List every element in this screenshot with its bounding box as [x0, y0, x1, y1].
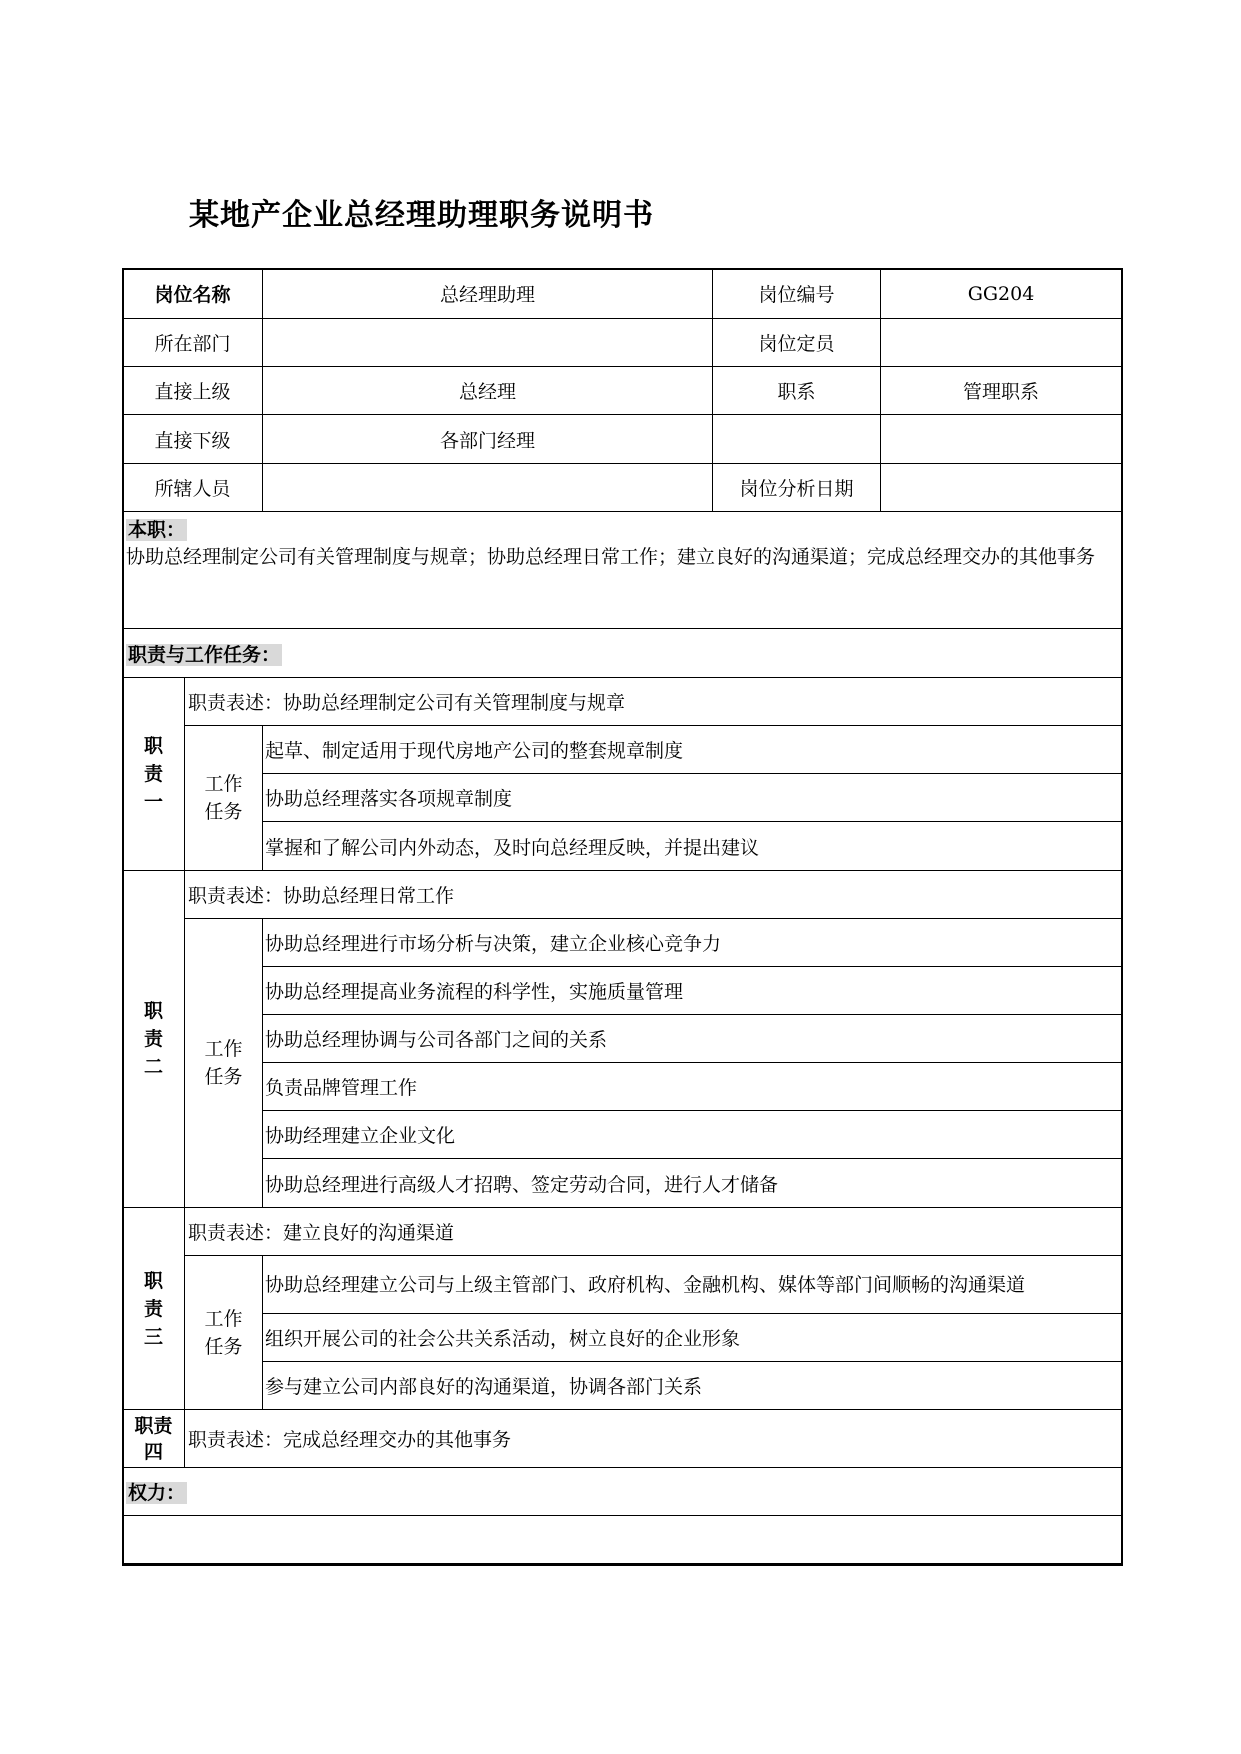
duty-3-label: 职 责 三 — [123, 1208, 185, 1410]
duty-2-task-label: 工作 任务 — [185, 919, 263, 1208]
superior-value: 总经理 — [263, 367, 713, 415]
duties-header: 职责与工作任务： — [123, 629, 1122, 678]
authority-content-row — [123, 1516, 1122, 1564]
authority-header-row — [123, 1468, 1122, 1516]
page-title: 某地产企业总经理助理职务说明书 — [189, 198, 654, 233]
task-row — [123, 726, 1122, 774]
info-row-position — [123, 269, 1122, 319]
task-row — [123, 1111, 1122, 1159]
task-row — [123, 1015, 1122, 1063]
duties-header-row — [123, 629, 1122, 678]
core-duty-label: 本职： — [128, 519, 186, 541]
core-duty-cell — [123, 512, 1122, 629]
duty-1-task-1: 起草、制定适用于现代房地产公司的整套规章制度 — [263, 726, 1122, 774]
subordinate-value: 各部门经理 — [263, 415, 713, 464]
duty-3-task-label: 工作 任务 — [185, 1256, 263, 1410]
duty-1-label: 职 责 一 — [123, 678, 185, 871]
task-row — [123, 774, 1122, 822]
staff-value — [263, 464, 713, 512]
authority-content — [123, 1516, 1122, 1564]
info-row-subordinate — [123, 415, 1122, 464]
duty-3-task-3: 参与建立公司内部良好的沟通渠道，协调各部门关系 — [263, 1362, 1122, 1410]
info-row-department — [123, 319, 1122, 367]
task-row — [123, 919, 1122, 967]
duty-2-task-2: 协助总经理提高业务流程的科学性，实施质量管理 — [263, 967, 1122, 1015]
duty-1-description: 职责表述：协助总经理制定公司有关管理制度与规章 — [185, 678, 1122, 726]
duty-1-task-3: 掌握和了解公司内外动态，及时向总经理反映，并提出建议 — [263, 822, 1122, 871]
duty-4-row — [123, 1410, 1122, 1468]
duty-2-task-5: 协助经理建立企业文化 — [263, 1111, 1122, 1159]
position-code-value: GG204 — [881, 269, 1122, 319]
duty-3-description-row — [123, 1208, 1122, 1256]
info-row-staff — [123, 464, 1122, 512]
duty-3-task-1: 协助总经理建立公司与上级主管部门、政府机构、金融机构、媒体等部门间顺畅的沟通渠道 — [263, 1256, 1122, 1314]
duty-4-label: 职责 四 — [123, 1410, 185, 1468]
duty-1-description-row — [123, 678, 1122, 726]
info-row-superior — [123, 367, 1122, 415]
core-duty-row — [123, 512, 1122, 629]
headcount-label: 岗位定员 — [713, 319, 881, 367]
duty-4-description: 职责表述：完成总经理交办的其他事务 — [185, 1410, 1122, 1468]
authority-header: 权力： — [123, 1468, 1122, 1516]
subordinate-label: 直接下级 — [123, 415, 263, 464]
duty-1-task-label: 工作 任务 — [185, 726, 263, 871]
duty-2-label: 职 责 二 — [123, 871, 185, 1208]
job-description-table — [122, 268, 1122, 1564]
position-name-label: 岗位名称 — [123, 269, 263, 319]
superior-label: 直接上级 — [123, 367, 263, 415]
duty-3-description: 职责表述：建立良好的沟通渠道 — [185, 1208, 1122, 1256]
task-row — [123, 822, 1122, 871]
duty-2-task-3: 协助总经理协调与公司各部门之间的关系 — [263, 1015, 1122, 1063]
analysis-date-label: 岗位分析日期 — [713, 464, 881, 512]
empty-cell — [881, 415, 1122, 464]
position-code-label: 岗位编号 — [713, 269, 881, 319]
task-row — [123, 1256, 1122, 1314]
analysis-date-value — [881, 464, 1122, 512]
duty-2-description-row — [123, 871, 1122, 919]
department-label: 所在部门 — [123, 319, 263, 367]
task-row — [123, 1159, 1122, 1208]
task-row — [123, 1314, 1122, 1362]
duty-2-task-1: 协助总经理进行市场分析与决策，建立企业核心竞争力 — [263, 919, 1122, 967]
staff-label: 所辖人员 — [123, 464, 263, 512]
job-family-value: 管理职系 — [881, 367, 1122, 415]
department-value — [263, 319, 713, 367]
task-row — [123, 1362, 1122, 1410]
duty-1-task-2: 协助总经理落实各项规章制度 — [263, 774, 1122, 822]
duty-2-description: 职责表述：协助总经理日常工作 — [185, 871, 1122, 919]
duty-3-task-2: 组织开展公司的社会公共关系活动，树立良好的企业形象 — [263, 1314, 1122, 1362]
job-family-label: 职系 — [713, 367, 881, 415]
duty-2-task-6: 协助总经理进行高级人才招聘、签定劳动合同，进行人才储备 — [263, 1159, 1122, 1208]
task-row — [123, 967, 1122, 1015]
position-name-value: 总经理助理 — [263, 269, 713, 319]
core-duty-text: 协助总经理制定公司有关管理制度与规章；协助总经理日常工作；建立良好的沟通渠道；完成总经理交办的其他事务 — [126, 546, 1096, 568]
duty-2-task-4: 负责品牌管理工作 — [263, 1063, 1122, 1111]
task-row — [123, 1063, 1122, 1111]
empty-cell — [713, 415, 881, 464]
headcount-value — [881, 319, 1122, 367]
